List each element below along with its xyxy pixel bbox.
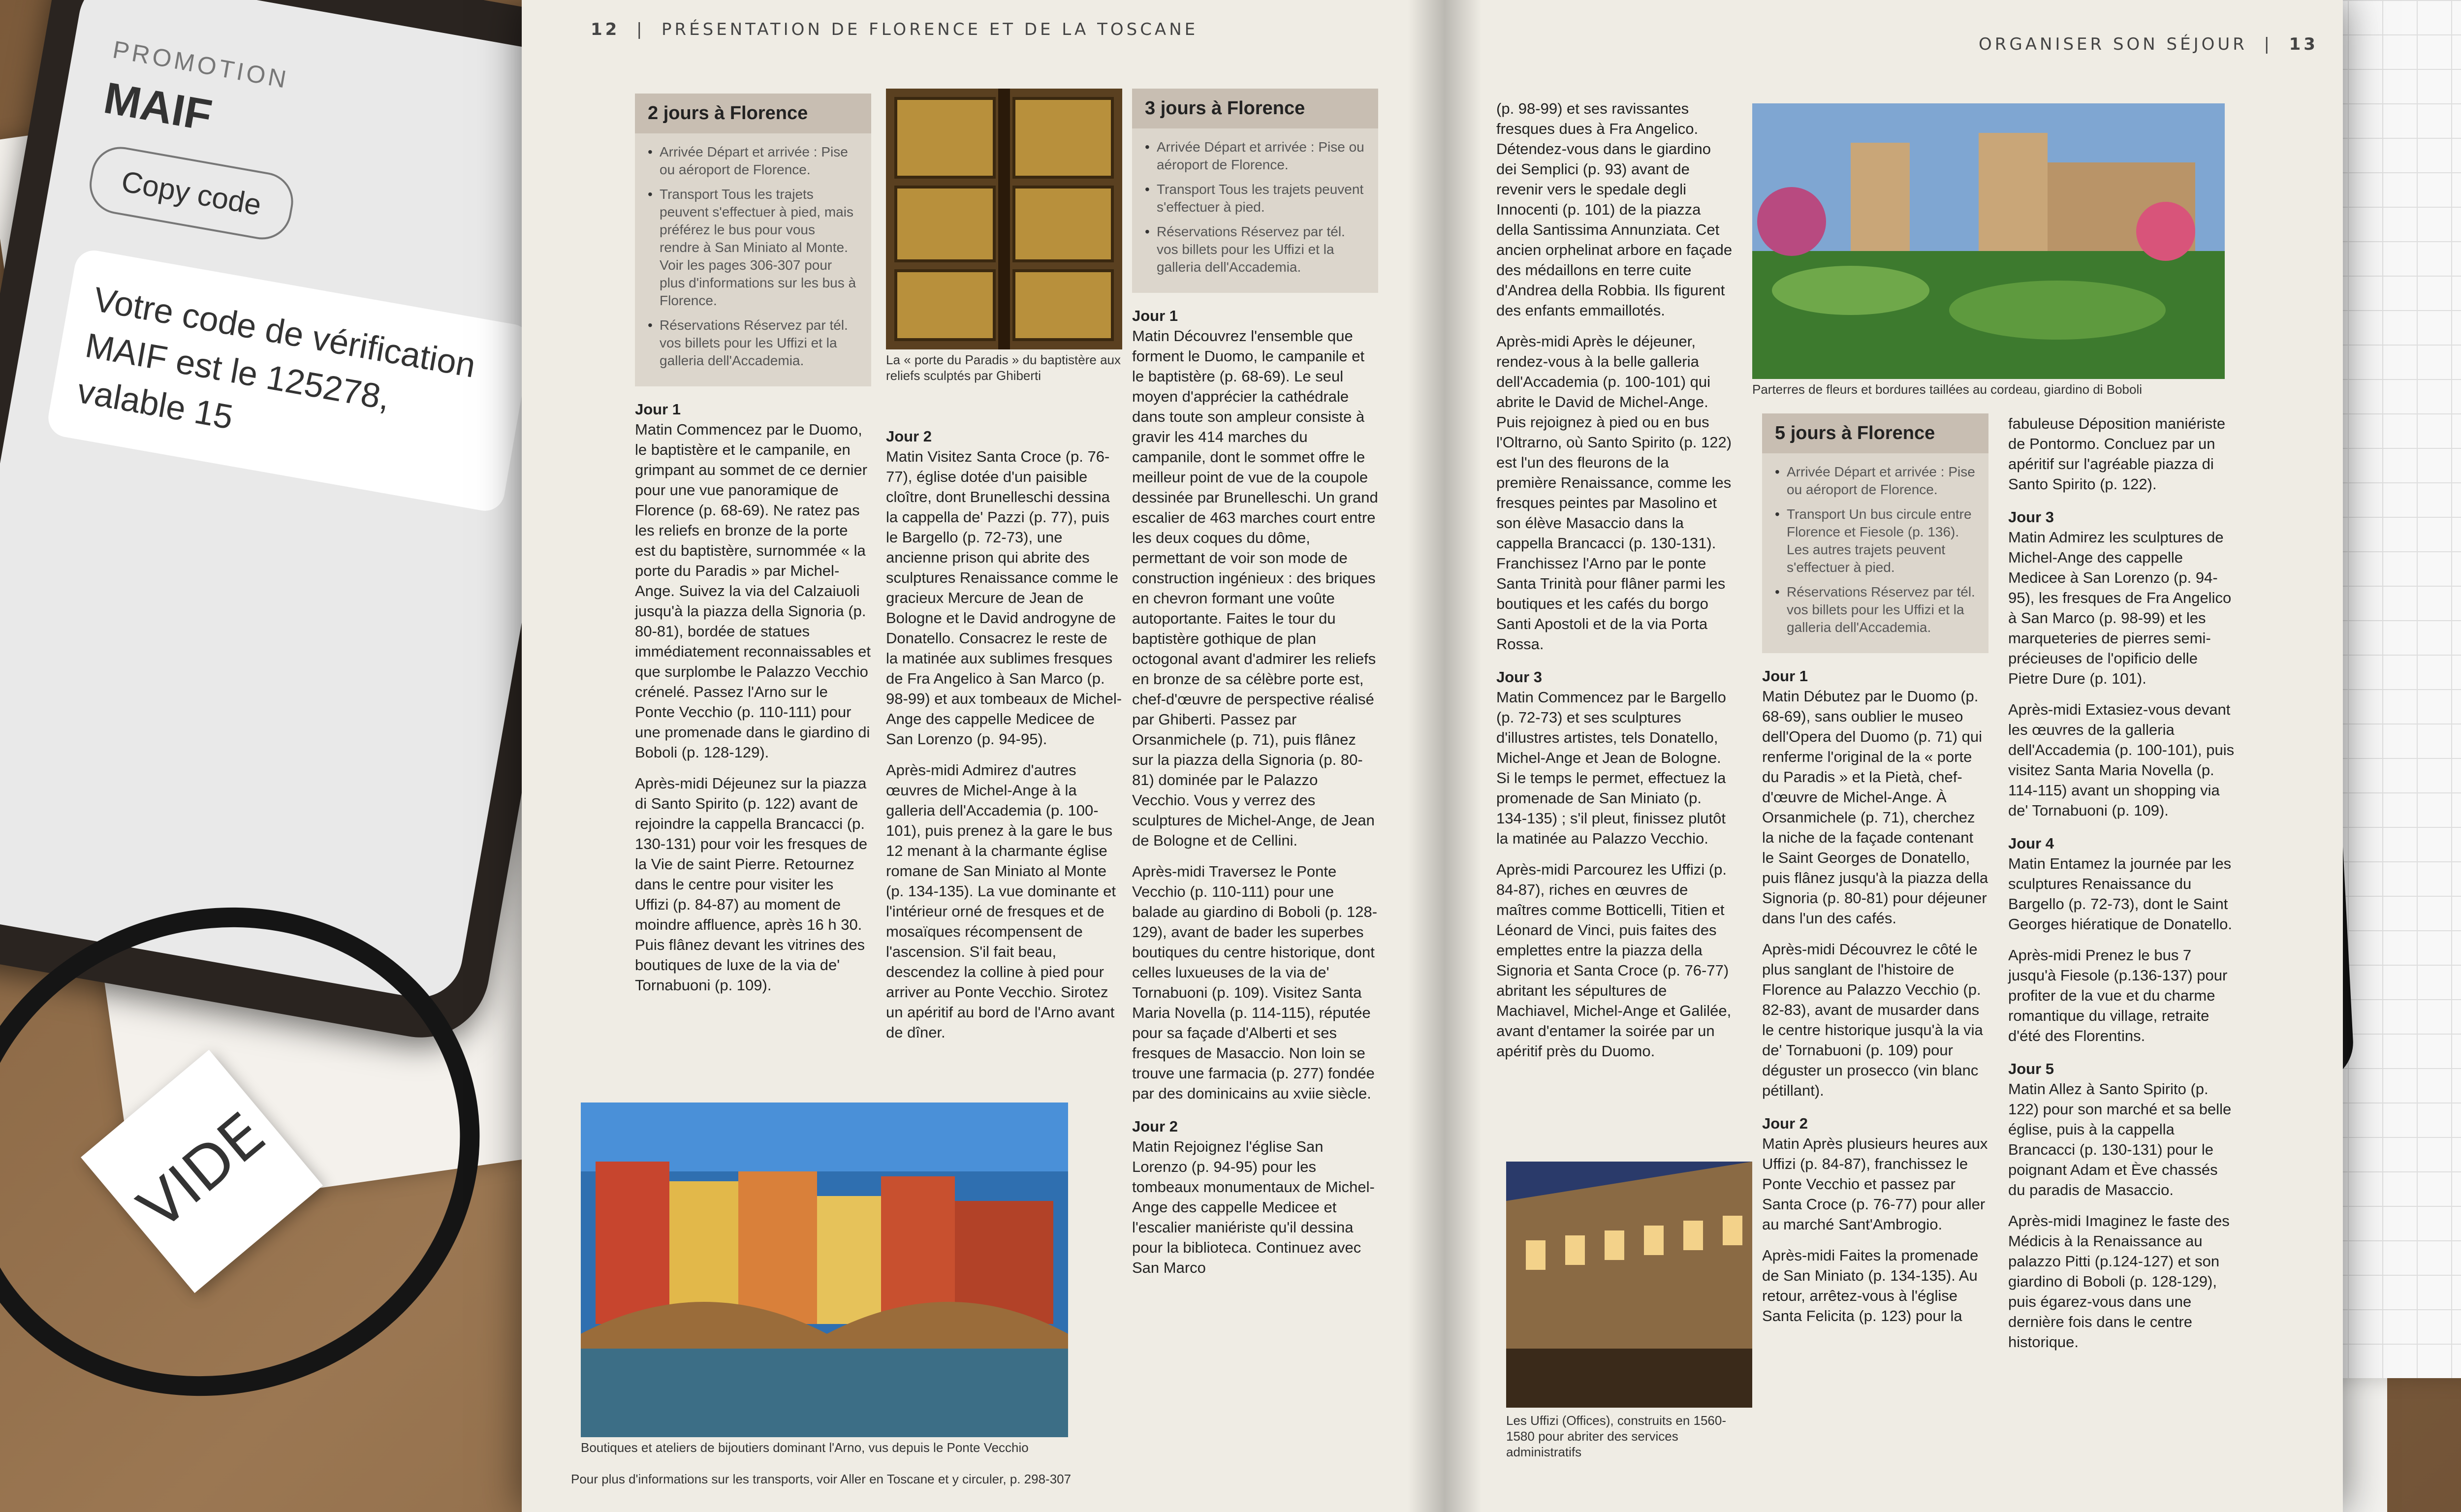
paragraph: Matin Débutez par le Duomo (p. 68-69), sans oublier le museo dell'Opera del Duomo (p. 71) qui renferme l'original de la « porte du Paradis » et la Pietà, chef-d'œuvre de Michel-Ange. À Orsanmichele (p. 71), cherchez la niche de la façade contenant le Saint Georges de Donatello, puis flânez jusqu'à la piazza della Signoria (p. 80-81) pour déjeuner dans l'un des cafés. xyxy=(1762,688,1988,927)
box-title: 3 jours à Florence xyxy=(1132,89,1378,128)
page-header: ORGANISER SON SÉJOUR | 13 xyxy=(1979,34,2318,54)
paragraph: Matin Après plusieurs heures aux Uffizi (p. 84-87), franchissez le Ponte Vecchio et passez par Santa Croce (p. 76-77) pour aller au marché Sant'Ambrogio. xyxy=(1762,1135,1988,1233)
paragraph: Matin Commencez par le Duomo, le baptistère et le campanile, en grimpant au sommet de ce dernier pour une vue panoramique de Florence (p. 68-69). Ne ratez pas les reliefs en bronze de la porte est du baptistère, surnommée « la porte du Paradis » par Michel-Ange. Suivez la via del Calzaiuoli jusqu'à la piazza della Signoria (p. 80-81), bordée de statues immédiatement reconnaissables et que surplombe le Palazzo Vecchio crénelé. Passez l'Arno sur le Ponte Vecchio (p. 110-111) pour une promenade dans le giardino di Boboli (p. 128-129). xyxy=(635,421,871,761)
info-box-2-days xyxy=(635,94,871,386)
info-box-3-days xyxy=(1132,89,1378,293)
paragraph: Après-midi Prenez le bus 7 jusqu'à Fiesole (p.136-137) pour profiter de la vue et du charme romantique du village, retraite d'été des Florentins. xyxy=(2008,946,2228,1044)
photo-caption: La « porte du Paradis » du baptistère aux reliefs sculptés par Ghiberti xyxy=(886,352,1121,383)
day-heading: Jour 4 xyxy=(2008,835,2054,852)
photo-ponte-vecchio xyxy=(581,1102,1068,1437)
day-heading: Jour 3 xyxy=(1496,668,1543,686)
page-number: 13 xyxy=(2289,34,2318,54)
box-item: • Réservations Réservez par tél. vos billets pour les Uffizi et la galleria dell'Accademia. xyxy=(660,316,858,370)
page-title: PRÉSENTATION DE FLORENCE ET DE LA TOSCANE xyxy=(662,20,1199,39)
page-title: ORGANISER SON SÉJOUR xyxy=(1979,34,2247,54)
box-item: • Réservations Réservez par tél. vos billets pour les Uffizi et la galleria dell'Accademia. xyxy=(1787,583,1976,636)
copy-code-button[interactable]: Copy code xyxy=(85,142,298,244)
paragraph: Après-midi Parcourez les Uffizi (p. 84-87), riches en œuvres de maîtres comme Botticelli, Titien et Léonard de Vinci, puis faites des emplettes entre la piazza della Signoria et Santa Croce (p. 76-77) abritant les sépultures de Machiavel, Michel-Ange et Galilée, avant d'entamer la soirée par un apéritif près du Duomo. xyxy=(1496,861,1732,1060)
paragraph: Après-midi Extasiez-vous devant les œuvres de la galleria dell'Accademia (p. 100-101), puis visitez Santa Maria Novella (p. 114-115) avant un shopping via de' Tornabuoni (p. 109). xyxy=(2008,701,2235,819)
box-title: 2 jours à Florence xyxy=(635,94,871,133)
paragraph: Après-midi Admirez d'autres œuvres de Michel-Ange à la galleria dell'Accademia (p. 100-101), puis prenez à la gare le bus 12 menant à la charmante église romane de San Miniato al Monte (p. 134-135). La vue dominante et l'intérieur orné de fresques et de mosaïques récompensent de l'ascension. S'il fait beau, descendez la colline à pied pour arriver au Ponte Vecchio. Sirotez un apéritif au bord de l'Arno avant de dîner. xyxy=(886,761,1116,1041)
box-item: • Arrivée Départ et arrivée : Pise ou aéroport de Florence. xyxy=(660,143,858,179)
paragraph: Après-midi Après le déjeuner, rendez-vous à la belle galleria dell'Accademia (p. 100-101) qui abrite le David de Michel-Ange. Puis rejoignez à pied ou en bus l'Oltrarno, où Santo Spirito (p. 122) est l'un des fleurons de la première Renaissance, comme les fresques peintes par Masolino et son élève Masaccio dans la cappella Brancacci (p. 130-131). Franchissez l'Arno par le ponte Santa Trinità pour flâner parmi les boutiques et les cafés du borgo Santi Apostoli et de la via Porta Rossa. xyxy=(1496,333,1732,653)
day-heading: Jour 2 xyxy=(1132,1118,1178,1135)
paragraph: Matin Entamez la journée par les sculptures Renaissance du Bargello (p. 72-73), dont le Saint Georges hiératique de Donatello. xyxy=(2008,855,2232,933)
day-heading: Jour 2 xyxy=(1762,1115,1808,1132)
box-item: • Réservations Réservez par tél. vos billets pour les Uffizi et la galleria dell'Accademia. xyxy=(1157,223,1365,276)
box-item: • Transport Un bus circule entre Florence et Fiesole (p. 136). Les autres trajets peuvent s'effectuer à pied. xyxy=(1787,505,1976,576)
promotion-label: PROMOTION xyxy=(110,35,291,94)
brand-name: MAIF xyxy=(100,73,216,141)
photo-uffizi xyxy=(1506,1162,1752,1408)
day-heading: Jour 3 xyxy=(2008,508,2054,526)
paragraph: Après-midi Découvrez le côté le plus sanglant de l'histoire de Florence au Palazzo Vecchio (p. 82-83), avant de musarder dans le centre historique jusqu'à la via de' Tornabuoni (p. 109) pour déguster un prosecco (vin blanc pétillant). xyxy=(1762,941,1983,1099)
paragraph: Après-midi Imaginez le faste des Médicis à la Renaissance au palazzo Pitti (p.124-127) et son giardino di Boboli (p. 128-129), puis égarez-vous dans une dernière fois dans le centre historique. xyxy=(2008,1212,2230,1351)
day-heading: Jour 5 xyxy=(2008,1060,2054,1077)
right-column-1 xyxy=(1496,98,1733,1072)
paragraph: Matin Allez à Santo Spirito (p. 122) pour son marché et sa belle église, puis à la cappella Brancacci (p. 130-131) pour le poignant Adam et Ève chassés du paradis de Masaccio. xyxy=(2008,1080,2232,1198)
page-number: 12 xyxy=(591,20,620,39)
paragraph: Après-midi Faites la promenade de San Miniato (p. 134-135). Au retour, arrêtez-vous à l'église Santa Felicita (p. 123) pour la xyxy=(1762,1247,1979,1324)
box-item: • Arrivée Départ et arrivée : Pise ou aéroport de Florence. xyxy=(1157,138,1365,174)
right-column-2 xyxy=(1762,413,1988,1337)
paragraph: Après-midi Traversez le Ponte Vecchio (p. 110-111) pour une balade au giardino di Boboli (p. 128-129), avant de bader les superbes boutiques du centre historique, dont celles luxueuses de la via de' Tornabuoni (p. 109). Visitez Santa Maria Novella (p. 114-115), réputée pour sa façade d'Alberti et ses fresques de Masaccio. Non loin se trouve une farmacia (p. 277) fondée par des dominicains au xviie siècle. xyxy=(1132,863,1378,1102)
photo-boboli-garden xyxy=(1752,103,2225,379)
box-item: • Arrivée Départ et arrivée : Pise ou aéroport de Florence. xyxy=(1787,463,1976,499)
left-column-1 xyxy=(635,94,871,1006)
page-footer: Pour plus d'informations sur les transports, voir Aller en Toscane et y circuler, p. 298-307 xyxy=(571,1472,1072,1486)
guidebook xyxy=(522,0,2343,1512)
box-item: • Transport Tous les trajets peuvent s'effectuer à pied, mais préférez le bus pour vous rendre à San Miniato al Monte. Voir les pages 306-307 pour plus d'informations sur les bus à Florence. xyxy=(660,186,858,310)
day-heading: Jour 2 xyxy=(886,428,932,445)
photo-caption: Les Uffizi (Offices), construits en 1560-1580 pour abriter des services administratifs xyxy=(1506,1413,1727,1459)
sms-message: Votre code de vérification MAIF est le 125278, valable 15 xyxy=(45,248,534,514)
left-column-2 xyxy=(886,413,1122,1053)
day-heading: Jour 1 xyxy=(1762,667,1808,685)
left-column-3 xyxy=(1132,89,1378,1289)
paragraph: (p. 98-99) et ses ravissantes fresques dues à Fra Angelico. Détendez-vous dans le giardino dei Semplici (p. 93) avant de revenir vers le spedale degli Innocenti (p. 101) de la piazza della Santissima Annunziata. Cet ancien orphelinat arbore en façade des médaillons en terre cuite d'Andrea della Robbia. Ils figurent des enfants emmaillotés. xyxy=(1496,100,1733,319)
box-item: • Transport Tous les trajets peuvent s'effectuer à pied. xyxy=(1157,181,1365,216)
paragraph: Matin Rejoignez l'église San Lorenzo (p. 94-95) pour les tombeaux monumentaux de Michel-Ange des cappelle Medicee et l'escalier maniériste qu'il dessina pour la biblioteca. Continuez avec San Marco xyxy=(1132,1138,1375,1276)
page-header: 12 | PRÉSENTATION DE FLORENCE ET DE LA TOSCANE xyxy=(591,20,1199,39)
right-column-3 xyxy=(2008,413,2235,1363)
right-page xyxy=(1447,0,2343,1512)
paragraph: Matin Commencez par le Bargello (p. 72-73) et ses sculptures d'illustres artistes, tels Donatello, Michel-Ange et Jean de Bologne. Si le temps le permet, effectuez la promenade de San Miniato (p. 134-135) ; s'il pleut, finissez plutôt la matinée au Palazzo Vecchio. xyxy=(1496,689,1726,847)
day-heading: Jour 1 xyxy=(1132,307,1178,324)
photo-paradise-door xyxy=(886,89,1122,349)
paragraph: fabuleuse Déposition maniériste de Pontormo. Concluez par un apéritif sur l'agréable piazza di Santo Spirito (p. 122). xyxy=(2008,415,2226,493)
left-page xyxy=(522,0,1447,1512)
paragraph: Après-midi Déjeunez sur la piazza di Santo Spirito (p. 122) avant de rejoindre la cappella Brancacci (p. 130-131) pour voir les fresques de la Vie de saint Pierre. Retournez dans le centre pour visiter les Uffizi (p. 84-87) au moment de moindre affluence, après 16 h 30. Puis flânez devant les vitrines des boutiques de luxe de la via de' Tornabuoni (p. 109). xyxy=(635,775,868,994)
photo-caption: Boutiques et ateliers de bijoutiers dominant l'Arno, vus depuis le Ponte Vecchio xyxy=(581,1440,1029,1455)
photo-caption: Parterres de fleurs et bordures taillées au cordeau, giardino di Boboli xyxy=(1752,382,2143,397)
paragraph: Matin Découvrez l'ensemble que forment le Duomo, le campanile et le baptistère (p. 68-69). Le seul moyen d'apprécier la cathédrale dans toute son ampleur consiste à gravir les 414 marches du campanile, dont le sommet offre le meilleur point de vue de la coupole dessinée par Brunelleschi. Un grand escalier de 463 marches court entre les deux coques du dôme, permettant de voir son mode de construction ingénieux : des briques en chevron formant une voûte autoportante. Faites le tour du baptistère gothique de plan octogonal avant d'admirer les reliefs en bronze de sa célèbre porte est, chef-d'œuvre de perspective réalisé par Ghiberti. Passez par Orsanmichele (p. 71), puis flânez sur la piazza della Signoria (p. 80-81) dominée par le Palazzo Vecchio. Vous y verrez des sculptures de Michel-Ange, de Jean de Bologne et de Cellini. xyxy=(1132,327,1378,849)
paragraph: Matin Admirez les sculptures de Michel-Ange des cappelle Medicee à San Lorenzo (p. 94-95), les fresques de Fra Angelico à San Marco (p. 98-99) et les marqueteries de pierres semi-précieuses de l'opificio delle Pietre Dure (p. 101). xyxy=(2008,529,2232,687)
day-heading: Jour 1 xyxy=(635,401,681,418)
vide-tag: VIDE xyxy=(81,1050,323,1293)
info-box-5-days xyxy=(1762,413,1988,653)
box-title: 5 jours à Florence xyxy=(1762,413,1988,453)
paragraph: Matin Visitez Santa Croce (p. 76-77), église dotée d'un paisible cloître, dont Brunelleschi dessina la cappella de' Pazzi (p. 77), puis le Bargello (p. 72-73), une ancienne prison qui abrite des sculptures Renaissance comme le gracieux Mercure de Jean de Bologne et le David androgyne de Donatello. Consacrez le reste de la matinée aux sublimes fresques de Fra Angelico à San Marco (p. 98-99) et aux tombeaux de Michel-Ange des cappelle Medicee de San Lorenzo (p. 94-95). xyxy=(886,448,1122,748)
